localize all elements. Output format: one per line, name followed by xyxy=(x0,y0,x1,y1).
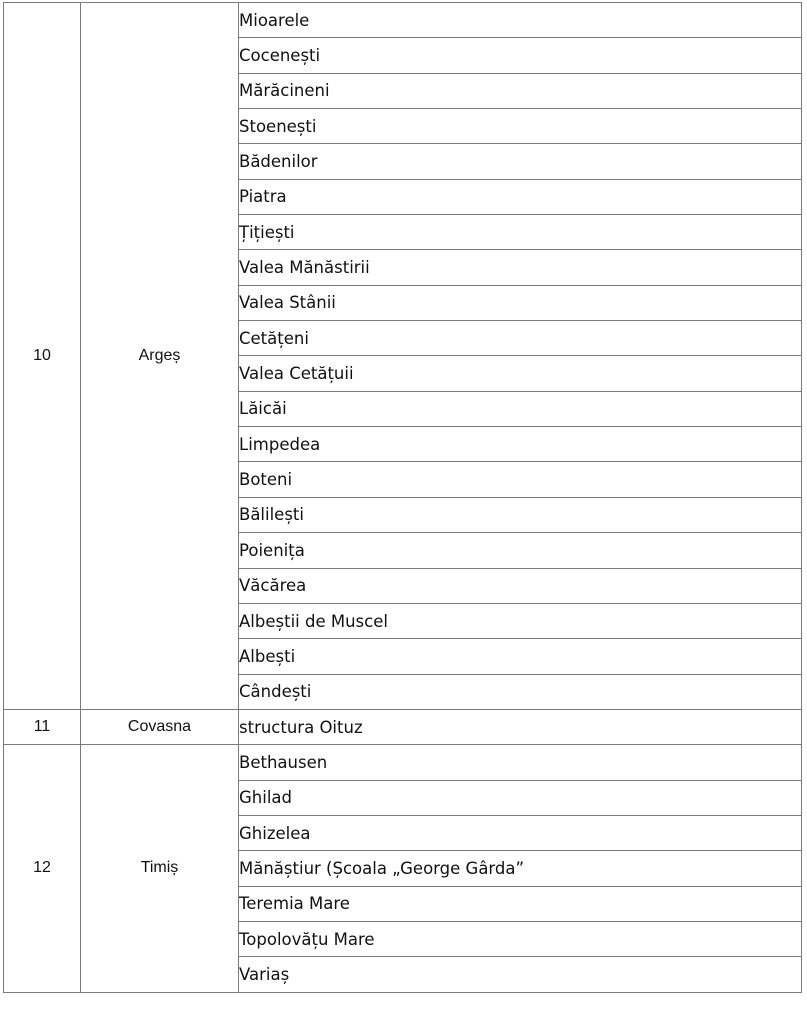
locality-name: Albești xyxy=(239,639,802,674)
locality-name: Valea Stânii xyxy=(239,285,802,320)
schools-table xyxy=(3,2,802,993)
table-row xyxy=(4,745,802,780)
locality-name: Topolovățu Mare xyxy=(239,921,802,956)
group-number: 10 xyxy=(4,3,81,710)
locality-name: Albeștii de Muscel xyxy=(239,603,802,638)
locality-name: Valea Cetățuii xyxy=(239,356,802,391)
county-name: Covasna xyxy=(81,709,239,744)
county-name: Argeș xyxy=(81,3,239,710)
locality-name: Cetățeni xyxy=(239,321,802,356)
table-row xyxy=(4,3,802,38)
locality-name: Lăicăi xyxy=(239,391,802,426)
table-row xyxy=(4,709,802,744)
locality-name: structura Oituz xyxy=(239,709,802,744)
group-number: 11 xyxy=(4,709,81,744)
locality-name: Teremia Mare xyxy=(239,886,802,921)
locality-name: Bethausen xyxy=(239,745,802,780)
locality-name: Mărăcineni xyxy=(239,73,802,108)
locality-name: Poienița xyxy=(239,533,802,568)
locality-name: Bălilești xyxy=(239,497,802,532)
county-name: Timiș xyxy=(81,745,239,992)
locality-name: Mănăștiur (Școala „George Gârda” xyxy=(239,851,802,886)
schools-table-body xyxy=(4,3,802,993)
locality-name: Văcărea xyxy=(239,568,802,603)
locality-name: Cocenești xyxy=(239,38,802,73)
locality-name: Stoenești xyxy=(239,109,802,144)
locality-name: Boteni xyxy=(239,462,802,497)
locality-name: Țițiești xyxy=(239,215,802,250)
locality-name: Cândești xyxy=(239,674,802,709)
locality-name: Ghizelea xyxy=(239,815,802,850)
locality-name: Mioarele xyxy=(239,3,802,38)
locality-name: Ghilad xyxy=(239,780,802,815)
locality-name: Variaș xyxy=(239,957,802,992)
locality-name: Valea Mănăstirii xyxy=(239,250,802,285)
locality-name: Limpedea xyxy=(239,427,802,462)
group-number: 12 xyxy=(4,745,81,992)
locality-name: Bădenilor xyxy=(239,144,802,179)
locality-name: Piatra xyxy=(239,179,802,214)
